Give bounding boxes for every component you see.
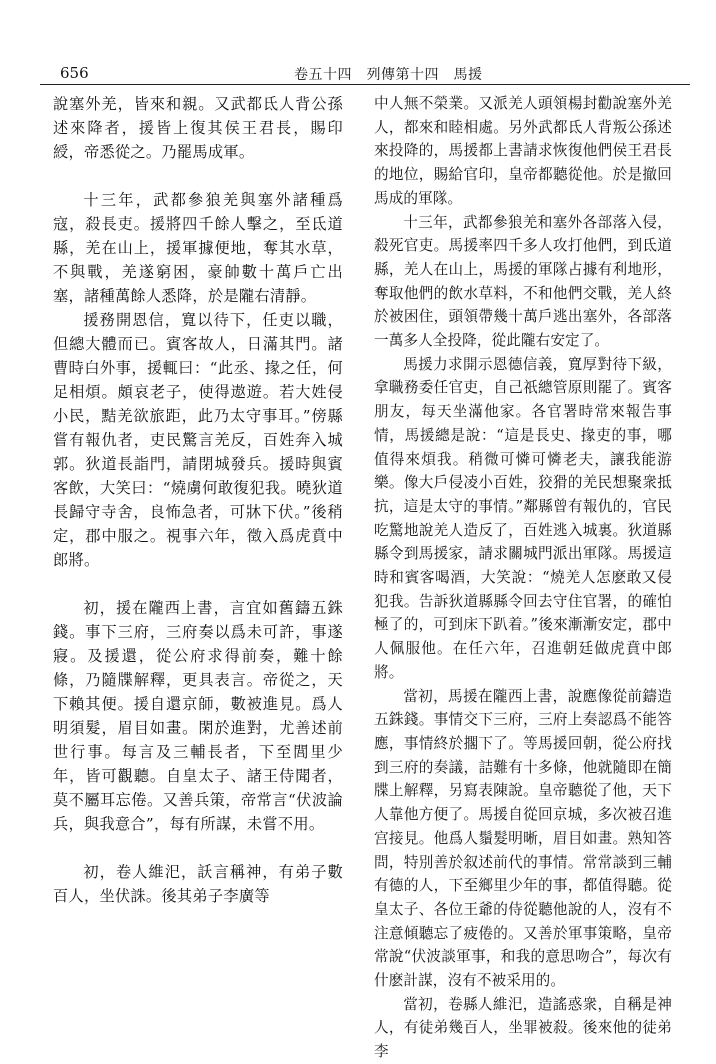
translation-paragraph: 當初，馬援在隴西上書，說應像從前鑄造五銖錢。事情交下三府，三府上奏認爲不能答應，事情終於擱下了。等馬援回朝，從公府找到三府的奏議，詰難有十多條，他就隨即在簡牒上解釋，另寫表陳說。皇帝聽從了他，天下人靠他方便了。馬援自從回京城，多次被召進宫接見。他爲人鬚髮明晰，眉目如畫。熟知答問，特別善於叙述前代的事情。常常談到三輔有德的人，下至鄉里少年的事，都值得聽。從皇太子、各位王爺的侍從聽他說的人，沒有不注意傾聽忘了疲倦的。又善於軍事策略，皇帝常說“伏波談軍事，和我的意思吻合”，每次有什麽計謀，沒有不被采用的。 xyxy=(374,687,672,990)
translation-paragraph: 中人無不榮業。又派羌人頭領楊封勸說塞外羌人，都來和睦相處。另外武都氐人背叛公孫述來投降的，馬援都上書請求恢復他們侯王君長的地位，賜給官印，皇帝都聽從他。於是撤回馬成的軍隊。 xyxy=(374,95,672,207)
classical-paragraph: 十三年，武都參狼羌與塞外諸種爲寇，殺長吏。援將四千餘人擊之，至氐道縣，羌在山上，援軍據便地，奪其水草，不與戰，羌遂窮困，豪帥數十萬戶亡出塞，諸種萬餘人悉降，於是隴右清靜。 xyxy=(53,191,343,305)
paragraph-gap xyxy=(53,572,343,596)
modern-translation-column xyxy=(374,92,672,1064)
page-number: 656 xyxy=(60,64,89,82)
classical-paragraph: 初，卷人維汜，訞言稱神，有弟子數百人，坐伏誅。後其弟子李廣等 xyxy=(53,863,343,905)
translation-paragraph: 馬援力求開示恩德信義，寬厚對待下級，拿職務委任官吏，自己祇總管原則罷了。賓客朋友，每天坐滿他家。各官署時常來報告事情，馬援總是說：“這是長史、掾吏的事，哪值得來煩我。稍微可憐可憐老夫，讓我能游樂。像大戶侵凌小百姓，狡猾的羌民想聚衆抵抗，這是太守的事情。”鄰縣曾有報仇的，官民吃驚地說羌人造反了，百姓逃入城裏。狄道縣縣令到馬援家，請求關城門派出軍隊。馬援這時和賓客喝酒，大笑說：“燒羌人怎麽敢又侵犯我。告訴狄道縣縣令回去守住官署，的確怕極了的，可到床下趴着。”後來漸漸安定，郡中人佩服他。在任六年，召進朝廷做虎賁中郎將。 xyxy=(374,355,672,681)
paragraph-gap xyxy=(53,164,343,188)
classical-text-column xyxy=(53,92,343,908)
paragraph-gap xyxy=(53,836,343,860)
header-rule xyxy=(40,84,690,85)
classical-paragraph: 初，援在隴西上書，言宜如舊鑄五銖錢。事下三府，三府奏以爲未可許，事遂寢。及援還，從公府求得前奏，難十餘條，乃隨牒解釋，更具表言。帝從之，天下賴其便。援自還京師，數被進見。爲人明須髮，眉目如畫。閑於進對，尤善述前世行事。每言及三輔長者，下至閭里少年，皆可觀聽。自皇太子、諸王侍聞者，莫不屬耳忘倦。又善兵策，帝常言“伏波論兵，與我意合”，每有所謀，未嘗不用。 xyxy=(53,599,343,833)
translation-paragraph: 當初，卷縣人維汜，造謠惑衆，自稱是神人，有徒弟幾百人，坐罪被殺。後來他的徒弟李 xyxy=(374,995,672,1061)
classical-paragraph: 說塞外羌，皆來和親。又武都氐人背公孫述來降者，援皆上復其侯王君長，賜印綬，帝悉從之。乃罷馬成軍。 xyxy=(53,95,343,161)
translation-paragraph: 十三年，武都參狼羌和塞外各部落入侵，殺死官吏。馬援率四千多人攻打他們，到氐道縣，羌人在山上，馬援的軍隊占據有利地形，奪取他們的飲水草料，不和他們交戰，羌人終於被困住，頭領帶幾十萬戶逃出塞外，各部落一萬多人全投降，從此隴右安定了。 xyxy=(374,213,672,350)
classical-paragraph: 援務開恩信，寬以待下，任吏以職，但總大體而已。賓客故人，日滿其門。諸曹時白外事，援輒曰：“此丞、掾之任，何足相煩。頗哀老子，使得遨遊。若大姓侵小民，黠羌欲旅距，此乃太守事耳。”傍縣嘗有報仇者，吏民驚言羌反，百姓奔入城郭。狄道長詣門，請閉城發兵。援時與賓客飲，大笑曰：“燒虜何敢復犯我。曉狄道長歸守寺舍，良怖急者，可牀下伏。”後稍定，郡中服之。視事六年，徵入爲虎賁中郎將。 xyxy=(53,311,343,569)
running-head: 卷五十四 列傳第十四 馬援 xyxy=(294,67,483,83)
page-header xyxy=(40,60,690,82)
